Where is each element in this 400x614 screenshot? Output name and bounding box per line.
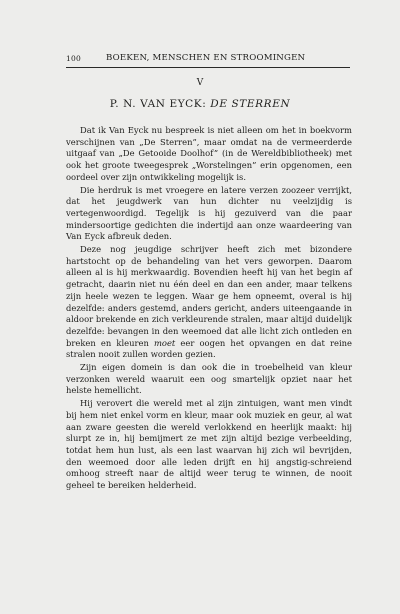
body-text — [66, 125, 352, 493]
chapter-title-author: P. N. VAN EYCK: — [109, 98, 211, 110]
paragraph-5: Hij verovert die wereld met al zijn zintuigen, want men vindt bij hem niet enkel vorm en kleur, maar ook muziek en geur, al wat aan zware geesten die wereld verlokkend en heerlijk maakt: hij slurpt ze in, hij bemijmert ze met zijn altijd bezige verbeelding, totdat hem hun lust, als een last waarvan hij zich wil bevrijden, den weemoed door alle leden drijft en hij angstig-schreiend omhoog streeft naar de altijd weer terug te winnen, de nooit geheel te bereiken helderheid. — [66, 398, 352, 491]
paragraph-4: Zijn eigen domein is dan ook die in troebelheid van kleur verzonken wereld waaruit een oog smartelijk opziet naar het helste hemellicht. — [66, 362, 352, 396]
running-head — [66, 53, 350, 68]
running-title: BOEKEN, MENSCHEN EN STROOMINGEN — [106, 53, 306, 63]
paragraph-1: Dat ik Van Eyck nu bespreek is niet alleen om het in boekvorm verschijnen van „De Sterren”, maar omdat na de vermeerderde uitgaaf van „De Getooide Doolhof” (in de Wereldbibliotheek) met ook het groote tweegesprek „Worstelingen” erin opgenomen, een oordeel over zijn ontwikkeling mogelijk is. — [66, 125, 352, 182]
section-numeral: V — [196, 78, 204, 88]
emphasized-word: moet — [153, 337, 176, 348]
paragraph-3-part-2: eer oogen het opvangen en dat reine stralen nooit zullen worden gezien. — [66, 337, 352, 360]
paragraph-3-part-1: Deze nog jeugdige schrijver heeft zich met bizondere hartstocht op de behandeling van het vers geworpen. Daarom alleen al is hij merkwaardig. Bovendien heeft hij van het begin af getracht, daarin niet nu één deel en dan een ander, maar telkens zijn heele wezen te leggen. Waar ge hem opneemt, overal is hij dezelfde: anders gestemd, anders gericht, anders uiteengaande in aldoor brekende en zich verkleurende stralen, maar altijd duidelijk dezelfde: bevangen in den weemoed dat alle licht zich ontleden en breken en kleuren — [66, 244, 352, 348]
paragraph-2: Die herdruk is met vroegere en latere verzen zoozeer verrijkt, dat het jeugdwerk van hun dichter nu veelzijdig is vertegenwoordigd. Tegelijk is hij gezuiverd van die paar mindersoortige gedichten die indertijd aan onze waardeering van Van Eyck afbreuk deden. — [66, 184, 352, 242]
page-number: 100 — [66, 54, 81, 63]
chapter-title-work: DE STERREN — [210, 98, 291, 110]
chapter-title — [0, 98, 400, 110]
paragraph-3 — [66, 244, 352, 361]
